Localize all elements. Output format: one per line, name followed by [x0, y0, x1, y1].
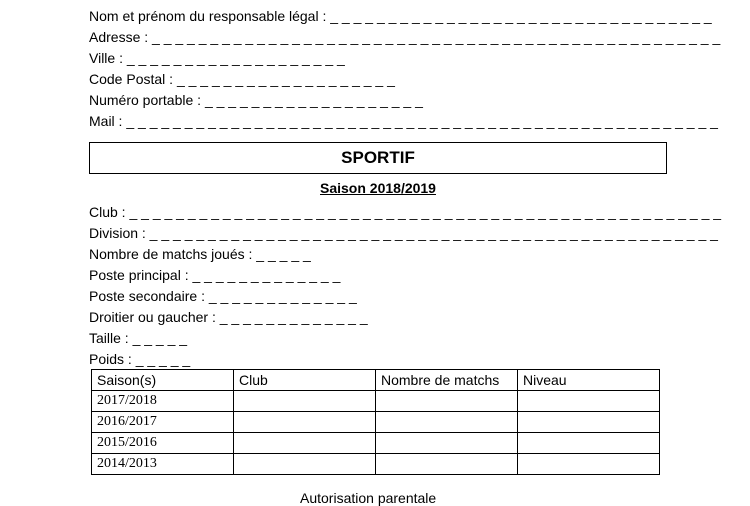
field-postal-code: Code Postal : _ _ _ _ _ _ _ _ _ _ _ _ _ _ _ _ _ _ _	[89, 71, 395, 87]
field-city: Ville : _ _ _ _ _ _ _ _ _ _ _ _ _ _ _ _ _ _ _	[89, 50, 345, 66]
section-header-box	[89, 142, 667, 174]
field-matches-played: Nombre de matchs joués : _ _ _ _ _	[89, 246, 311, 262]
season-subtitle: Saison 2018/2019	[320, 180, 436, 196]
parental-authorization-heading: Autorisation parentale	[300, 490, 437, 506]
section-title: SPORTIF	[341, 148, 415, 167]
level-cell	[518, 433, 660, 454]
field-secondary-position: Poste secondaire : _ _ _ _ _ _ _ _ _ _ _ _ _	[89, 288, 357, 304]
matches-cell	[376, 412, 518, 433]
matches-cell	[376, 454, 518, 475]
field-email: Mail : _ _ _ _ _ _ _ _ _ _ _ _ _ _ _ _ _ _ _ _ _ _ _ _ _ _ _ _ _ _ _ _ _ _ _ _ _ _ _ _ _ _ _ _ _ _ _ _ _ _ _	[89, 113, 718, 129]
matches-cell	[376, 433, 518, 454]
season-cell: 2016/2017	[92, 412, 234, 433]
season-history-table	[91, 369, 660, 475]
season-cell: 2017/2018	[92, 391, 234, 412]
field-height: Taille : _ _ _ _ _	[89, 330, 188, 346]
club-cell	[234, 412, 376, 433]
field-address: Adresse : _ _ _ _ _ _ _ _ _ _ _ _ _ _ _ _ _ _ _ _ _ _ _ _ _ _ _ _ _ _ _ _ _ _ _ _ _ _ _ _ _ _ _ _ _ _ _ _ _	[89, 29, 721, 45]
field-main-position: Poste principal : _ _ _ _ _ _ _ _ _ _ _ _ _	[89, 267, 341, 283]
level-cell	[518, 412, 660, 433]
table-row	[92, 391, 660, 412]
field-division: Division : _ _ _ _ _ _ _ _ _ _ _ _ _ _ _ _ _ _ _ _ _ _ _ _ _ _ _ _ _ _ _ _ _ _ _ _ _ _ _ _ _ _ _ _ _ _ _ _ _	[89, 225, 718, 241]
column-header-seasons: Saison(s)	[92, 370, 234, 391]
level-cell	[518, 454, 660, 475]
club-cell	[234, 454, 376, 475]
club-cell	[234, 433, 376, 454]
field-club: Club : _ _ _ _ _ _ _ _ _ _ _ _ _ _ _ _ _ _ _ _ _ _ _ _ _ _ _ _ _ _ _ _ _ _ _ _ _ _ _ _ _ _ _ _ _ _ _ _ _ _ _	[89, 204, 722, 220]
table-row	[92, 412, 660, 433]
club-cell	[234, 391, 376, 412]
table-row	[92, 433, 660, 454]
season-cell: 2015/2016	[92, 433, 234, 454]
column-header-matches: Nombre de matchs	[376, 370, 518, 391]
field-legal-guardian-name: Nom et prénom du responsable légal : _ _ _ _ _ _ _ _ _ _ _ _ _ _ _ _ _ _ _ _ _ _ _ _ _ _ _ _ _ _ _ _ _	[89, 8, 712, 24]
field-weight: Poids : _ _ _ _ _	[89, 351, 191, 367]
column-header-level: Niveau	[518, 370, 660, 391]
field-footedness: Droitier ou gaucher : _ _ _ _ _ _ _ _ _ _ _ _ _	[89, 309, 368, 325]
matches-cell	[376, 391, 518, 412]
level-cell	[518, 391, 660, 412]
season-cell: 2014/2013	[92, 454, 234, 475]
column-header-club: Club	[234, 370, 376, 391]
table-header-row	[92, 370, 660, 391]
table-row	[92, 454, 660, 475]
field-mobile-number: Numéro portable : _ _ _ _ _ _ _ _ _ _ _ _ _ _ _ _ _ _ _	[89, 92, 423, 108]
